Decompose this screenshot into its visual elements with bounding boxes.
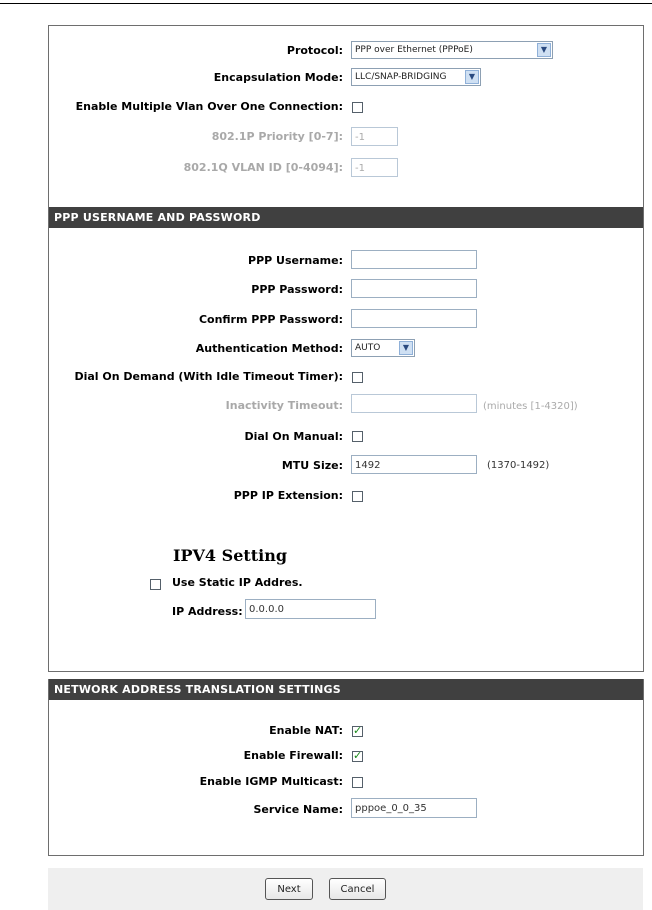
dial-manual-label: Dial On Manual:: [244, 430, 343, 443]
encapsulation-value: LLC/SNAP-BRIDGING: [355, 72, 447, 82]
next-button[interactable]: Next: [265, 878, 313, 900]
inactivity-input[interactable]: [351, 394, 477, 413]
confirm-password-input[interactable]: [351, 309, 477, 328]
encapsulation-select[interactable]: [351, 68, 481, 86]
top-rule: [0, 3, 652, 4]
static-ip-label: Use Static IP Addres.: [172, 576, 303, 589]
ppp-password-input[interactable]: [351, 279, 477, 298]
multi-vlan-label: Enable Multiple Vlan Over One Connection:: [75, 100, 343, 113]
static-ip-checkbox[interactable]: [150, 579, 161, 590]
priority-label: 802.1P Priority [0-7]:: [211, 130, 343, 143]
confirm-password-label: Confirm PPP Password:: [198, 313, 343, 326]
auth-method-value: AUTO: [355, 343, 381, 353]
enable-igmp-label: Enable IGMP Multicast:: [199, 775, 343, 788]
wan-settings-panel: [48, 25, 644, 208]
mtu-input[interactable]: 1492: [351, 455, 477, 474]
chevron-down-icon: ▼: [465, 70, 479, 84]
ip-address-label: IP Address:: [172, 605, 243, 618]
enable-firewall-label: Enable Firewall:: [243, 749, 343, 762]
protocol-select[interactable]: [351, 41, 553, 59]
priority-input[interactable]: -1: [351, 127, 398, 146]
ppp-panel: [48, 207, 644, 672]
auth-method-label: Authentication Method:: [195, 342, 343, 355]
vlan-id-label: 802.1Q VLAN ID [0-4094]:: [183, 161, 343, 174]
inactivity-label: Inactivity Timeout:: [225, 399, 343, 412]
encapsulation-label: Encapsulation Mode:: [213, 71, 343, 84]
enable-nat-label: Enable NAT:: [269, 724, 343, 737]
ppp-ip-extension-checkbox[interactable]: [352, 491, 363, 502]
ip-address-input[interactable]: 0.0.0.0: [245, 599, 376, 619]
ppp-password-label: PPP Password:: [251, 283, 343, 296]
dial-demand-label: Dial On Demand (With Idle Timeout Timer):: [74, 370, 343, 383]
protocol-value: PPP over Ethernet (PPPoE): [355, 45, 473, 55]
ppp-section-header: PPP USERNAME AND PASSWORD: [49, 207, 643, 228]
service-name-input[interactable]: pppoe_0_0_35: [351, 798, 477, 818]
ppp-ip-extension-label: PPP IP Extension:: [233, 489, 343, 502]
nat-section-header: NETWORK ADDRESS TRANSLATION SETTINGS: [49, 679, 643, 700]
auth-method-select[interactable]: [351, 339, 415, 357]
multi-vlan-checkbox[interactable]: [352, 102, 363, 113]
ppp-username-input[interactable]: [351, 250, 477, 269]
protocol-label: Protocol:: [286, 44, 343, 57]
button-bar: [48, 868, 643, 910]
dial-demand-checkbox[interactable]: [352, 372, 363, 383]
enable-igmp-checkbox[interactable]: [352, 777, 363, 788]
dial-manual-checkbox[interactable]: [352, 431, 363, 442]
enable-nat-checkbox[interactable]: [352, 726, 363, 737]
enable-firewall-checkbox[interactable]: [352, 751, 363, 762]
service-name-label: Service Name:: [253, 803, 343, 816]
ppp-username-label: PPP Username:: [248, 254, 343, 267]
ipv4-heading: IPV4 Setting: [173, 546, 288, 565]
vlan-id-input[interactable]: -1: [351, 158, 398, 177]
cancel-button[interactable]: Cancel: [329, 878, 386, 900]
chevron-down-icon: ▼: [399, 341, 413, 355]
nat-panel: [48, 679, 644, 856]
mtu-label: MTU Size:: [281, 459, 343, 472]
chevron-down-icon: ▼: [537, 43, 551, 57]
inactivity-note: (minutes [1-4320]): [483, 401, 578, 412]
mtu-note: (1370-1492): [487, 460, 550, 471]
